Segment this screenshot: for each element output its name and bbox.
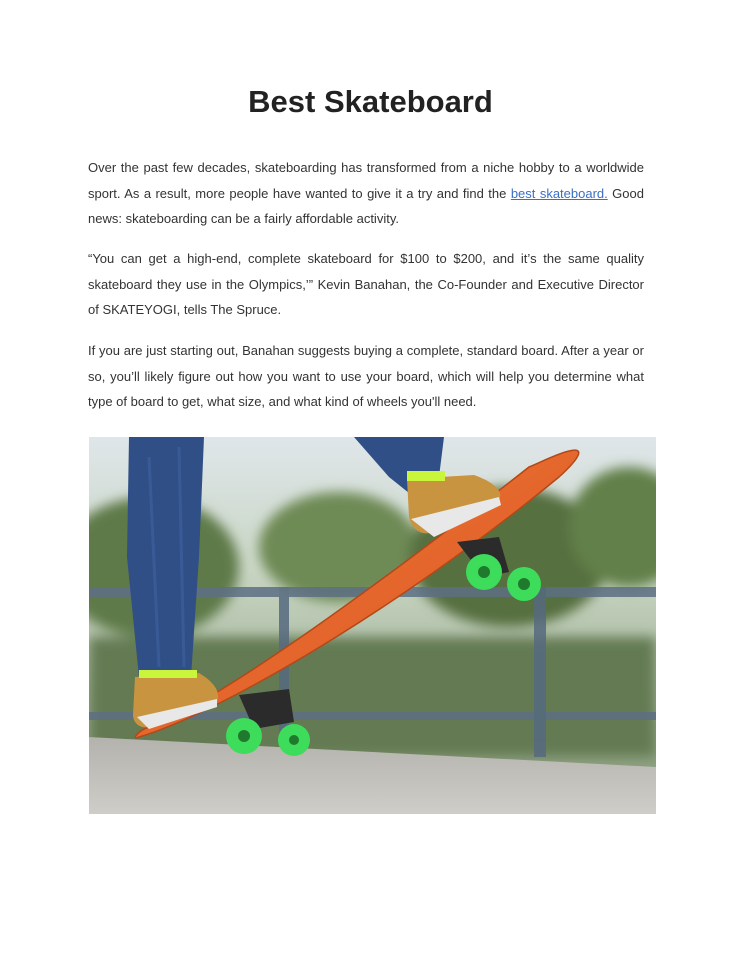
- paragraph-intro-text: Over the past few decades, skateboarding has transformed from a niche hobby to a worldwide sport. As a result, more people have wanted to give it a try and find the: [88, 160, 644, 201]
- skateboard-photo: [89, 437, 656, 814]
- paragraph-quote: “You can get a high-end, complete skateboard for $100 to $200, and it’s the same quality skateboard they use in the Olympics,’” Kevin Banahan, the Co-Founder and Executive Director of SKATEYOGI, tells The Spruce.: [88, 251, 644, 317]
- paragraph-intro-text-end: Good news: skateboarding can be a fairly affordable activity.: [88, 185, 644, 226]
- left-leg: [127, 437, 204, 677]
- best-skateboard-link[interactable]: best skateboard.: [510, 185, 608, 201]
- paragraph-intro: [88, 155, 644, 232]
- paragraph-advice: If you are just starting out, Banahan suggests buying a complete, standard board. After a year or so, you’ll likely figure out how you want to use your board, which will help you determine what type of board to get, what size, and what kind of wheels you'll need.: [88, 343, 644, 409]
- page-title: Best Skateboard: [248, 84, 493, 119]
